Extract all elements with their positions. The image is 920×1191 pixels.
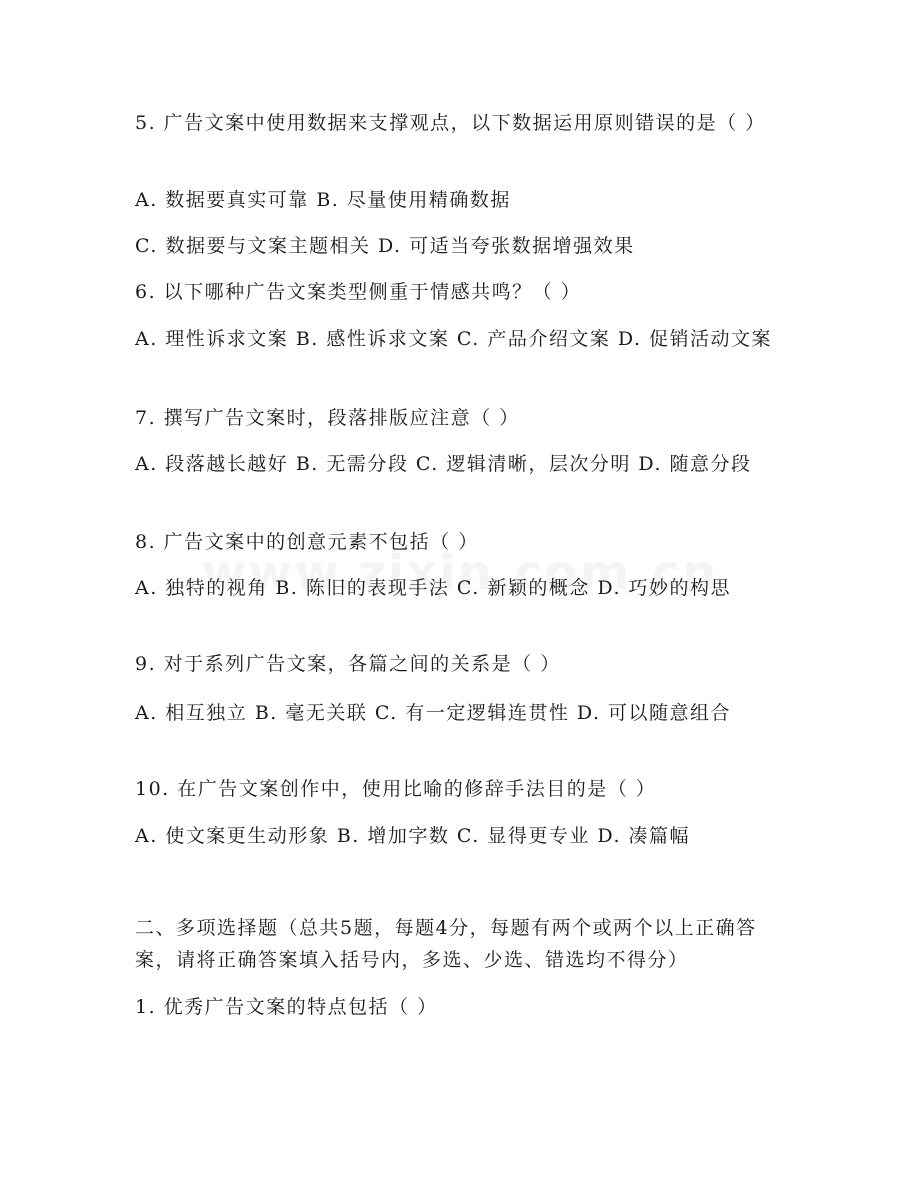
question-10-options: A. 使文案更生动形象 B. 增加字数 C. 显得更专业 D. 凑篇幅 — [135, 825, 691, 847]
question-7-stem: 7. 撰写广告文案时，段落排版应注意（ ） — [135, 407, 520, 429]
question-8-options: A. 独特的视角 B. 陈旧的表现手法 C. 新颖的概念 D. 巧妙的构思 — [135, 577, 732, 599]
question-8-stem: 8. 广告文案中的创意元素不包括（ ） — [135, 531, 479, 553]
question-5-options-ab: A. 数据要真实可靠 B. 尽量使用精确数据 — [135, 189, 511, 211]
section-two-heading: 二、多项选择题（总共5题，每题4分，每题有两个或两个以上正确答案，请将正确答案填入括号内，多选、少选、错选均不得分） — [135, 917, 757, 971]
question-10-stem: 10. 在广告文案创作中，使用比喻的修辞手法目的是（ ） — [135, 778, 657, 800]
question-5-stem: 5. 广告文案中使用数据来支撑观点，以下数据运用原则错误的是（ ） — [135, 112, 766, 134]
question-7-options: A. 段落越长越好 B. 无需分段 C. 逻辑清晰，层次分明 D. 随意分段 — [135, 453, 752, 475]
multi-question-1-stem: 1. 优秀广告文案的特点包括（ ） — [135, 996, 438, 1018]
question-5-options-cd: C. 数据要与文案主题相关 D. 可适当夸张数据增强效果 — [135, 235, 635, 257]
question-6-options: A. 理性诉求文案 B. 感性诉求文案 C. 产品介绍文案 D. 促销活动文案 — [135, 328, 773, 350]
question-6-stem: 6. 以下哪种广告文案类型侧重于情感共鸣？（ ） — [135, 281, 582, 303]
question-9-stem: 9. 对于系列广告文案，各篇之间的关系是（ ） — [135, 653, 561, 675]
question-9-options: A. 相互独立 B. 毫无关联 C. 有一定逻辑连贯性 D. 可以随意组合 — [135, 702, 732, 724]
